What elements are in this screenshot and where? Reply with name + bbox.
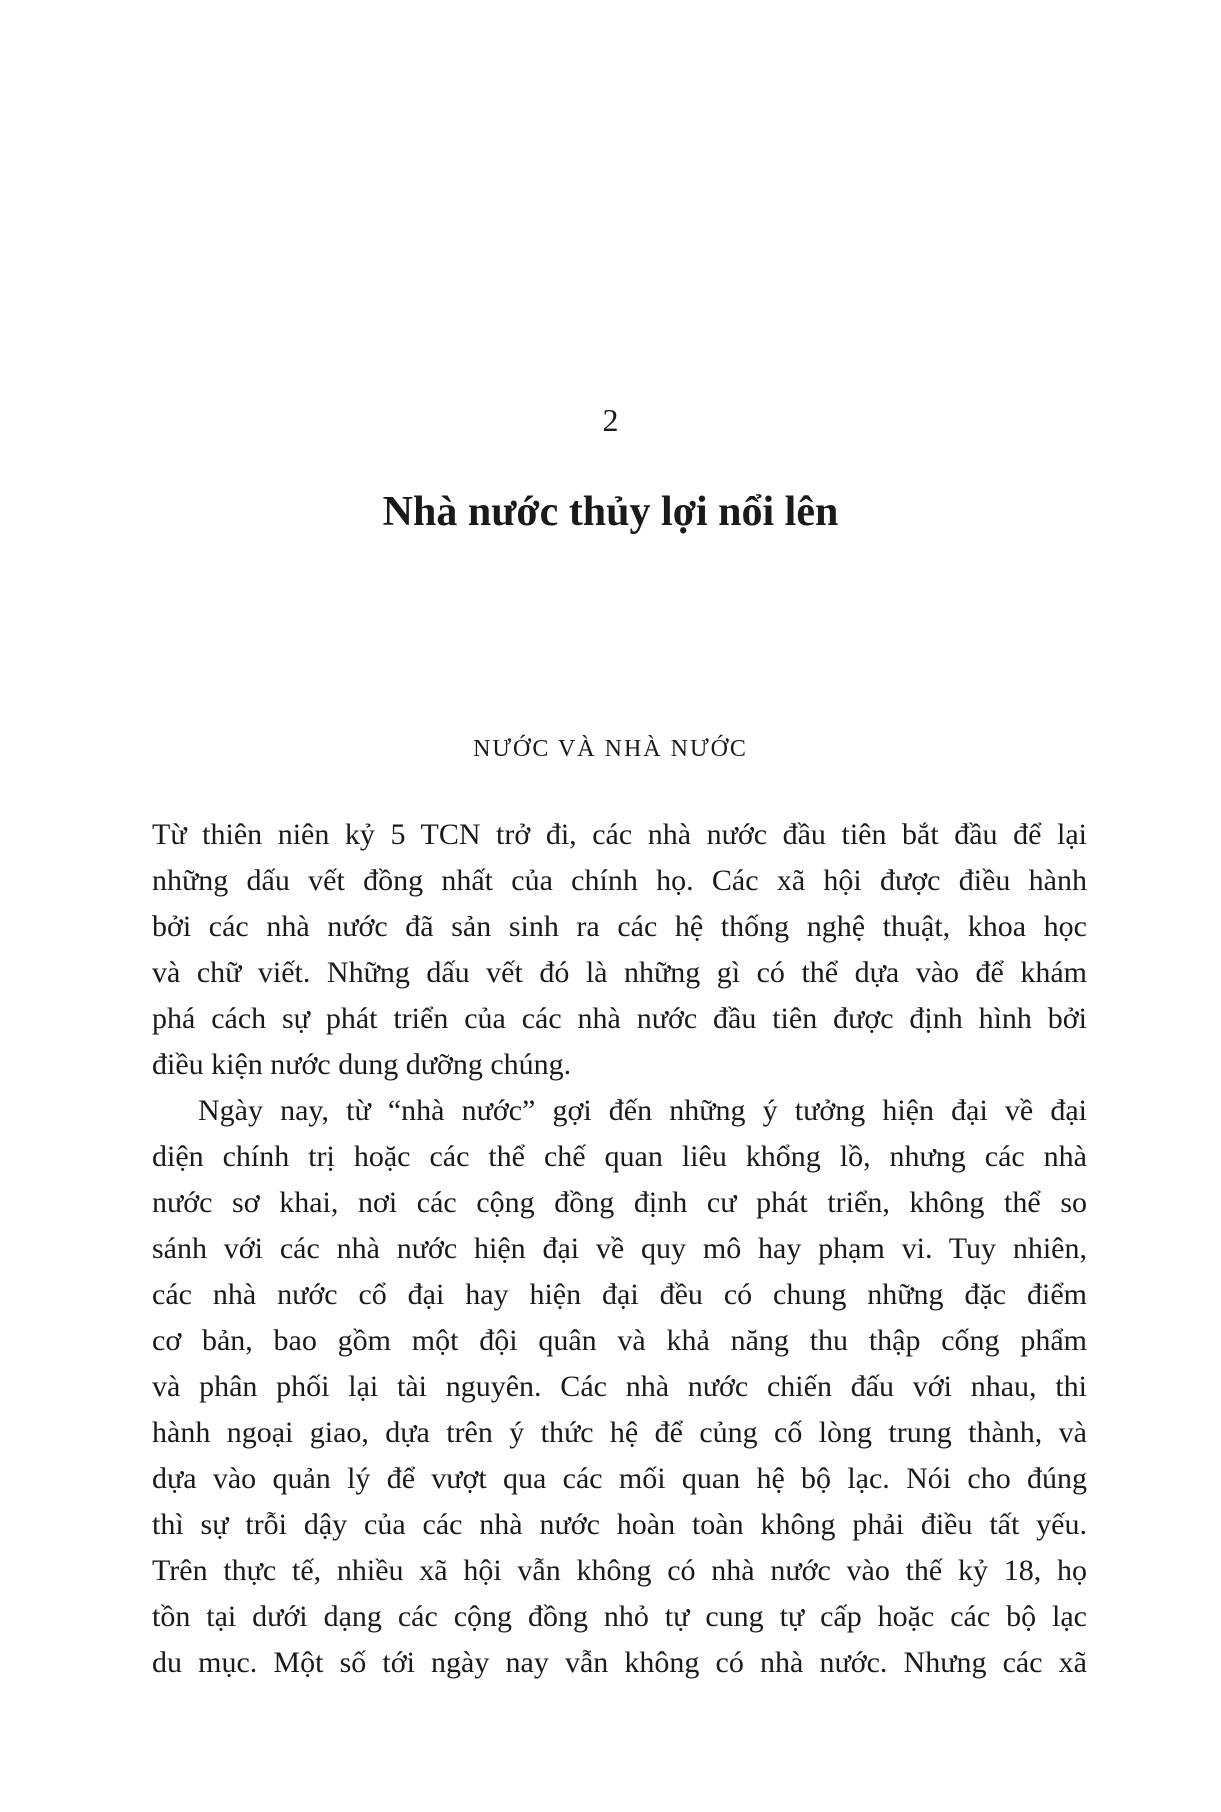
text-line: diện chính trị hoặc các thể chế quan liêu khổng lồ, nhưng các nhà: [152, 1140, 1087, 1173]
text-line: điều kiện nước dung dưỡng chúng.: [152, 1048, 572, 1081]
text-line: du mục. Một số tới ngày nay vẫn không có nhà nước. Nhưng các xã: [152, 1646, 1087, 1679]
text-line: dựa vào quản lý để vượt qua các mối quan hệ bộ lạc. Nói cho đúng: [152, 1462, 1087, 1495]
text-line: Trên thực tế, nhiều xã hội vẫn không có nhà nước vào thế kỷ 18, họ: [152, 1554, 1087, 1587]
text-line: và phân phối lại tài nguyên. Các nhà nước chiến đấu với nhau, thi: [152, 1370, 1087, 1403]
text-line: hành ngoại giao, dựa trên ý thức hệ để củng cố lòng trung thành, và: [152, 1416, 1087, 1449]
text-line: những dấu vết đồng nhất của chính họ. Các xã hội được điều hành: [152, 864, 1087, 897]
text-line: cơ bản, bao gồm một đội quân và khả năng thu thập cống phẩm: [152, 1324, 1087, 1357]
paragraph-2: [152, 1088, 1087, 1686]
text-line: bởi các nhà nước đã sản sinh ra các hệ thống nghệ thuật, khoa học: [152, 910, 1087, 943]
text-line: thì sự trỗi dậy của các nhà nước hoàn toàn không phải điều tất yếu.: [152, 1508, 1087, 1541]
text-line: Ngày nay, từ “nhà nước” gợi đến những ý tưởng hiện đại về đại: [198, 1094, 1087, 1127]
body-text: [152, 812, 1087, 1686]
text-line: các nhà nước cổ đại hay hiện đại đều có chung những đặc điểm: [152, 1278, 1087, 1311]
text-line: tồn tại dưới dạng các cộng đồng nhỏ tự cung tự cấp hoặc các bộ lạc: [152, 1600, 1087, 1633]
text-line: và chữ viết. Những dấu vết đó là những gì có thể dựa vào để khám: [152, 956, 1087, 989]
text-line: phá cách sự phát triển của các nhà nước đầu tiên được định hình bởi: [152, 1002, 1087, 1035]
section-heading: NƯỚC VÀ NHÀ NƯỚC: [473, 736, 748, 762]
chapter-title: Nhà nước thủy lợi nổi lên: [382, 489, 839, 535]
text-line: nước sơ khai, nơi các cộng đồng định cư phát triển, không thể so: [152, 1186, 1087, 1219]
text-line: Từ thiên niên kỷ 5 TCN trở đi, các nhà nước đầu tiên bắt đầu để lại: [152, 818, 1087, 851]
chapter-number: 2: [602, 402, 619, 438]
text-line: sánh với các nhà nước hiện đại về quy mô hay phạm vi. Tuy nhiên,: [152, 1232, 1087, 1265]
paragraph-1: [152, 812, 1087, 1088]
